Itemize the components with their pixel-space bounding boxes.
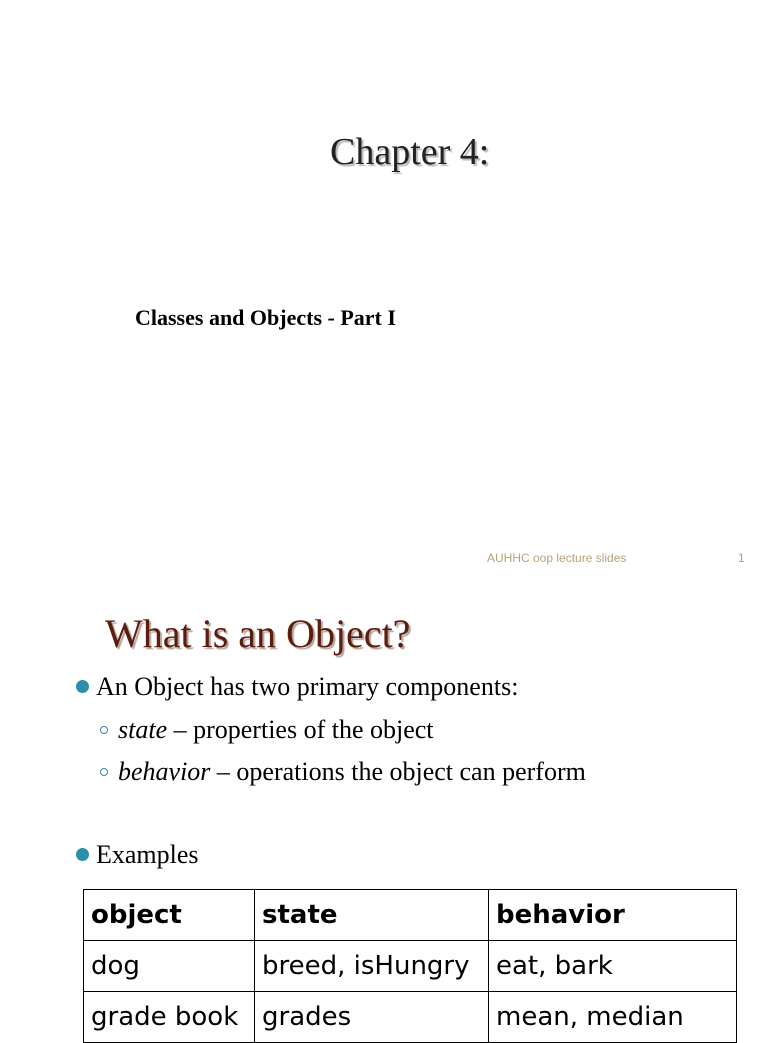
table-cell: mean, median [489, 992, 737, 1043]
sub-bullet-icon [100, 726, 108, 734]
slide-subtitle: Classes and Objects - Part I [135, 305, 396, 330]
table-cell: grades [255, 992, 489, 1043]
header-object: object [84, 890, 255, 941]
bullet-dot-icon [76, 848, 89, 861]
examples-table [83, 889, 737, 1043]
table-row [84, 941, 737, 992]
bullet-dot-icon [76, 680, 89, 693]
slide-number: 1 [738, 551, 745, 565]
chapter-title: Chapter 4: [330, 131, 490, 173]
bullet-examples: Examples [96, 840, 199, 869]
sub-bullet-state [118, 715, 434, 745]
header-state: state [255, 890, 489, 941]
table-cell: eat, bark [489, 941, 737, 992]
table-cell: breed, isHungry [255, 941, 489, 992]
table-row [84, 992, 737, 1043]
behavior-desc: – operations the object can perform [210, 757, 586, 786]
header-behavior: behavior [489, 890, 737, 941]
footer-text: AUHHC oop lecture slides [487, 551, 627, 565]
slide-title: What is an Object? [105, 611, 411, 656]
bullet-components: An Object has two primary components: [96, 672, 519, 701]
table-cell: dog [84, 941, 255, 992]
slide-2 [0, 586, 768, 1032]
state-desc: – properties of the object [167, 715, 434, 744]
table-header-row [84, 890, 737, 941]
sub-bullet-icon [100, 768, 108, 776]
term-state: state [118, 715, 168, 744]
table-cell: grade book [84, 992, 255, 1043]
sub-bullet-behavior [118, 757, 586, 787]
term-behavior: behavior [118, 757, 211, 786]
